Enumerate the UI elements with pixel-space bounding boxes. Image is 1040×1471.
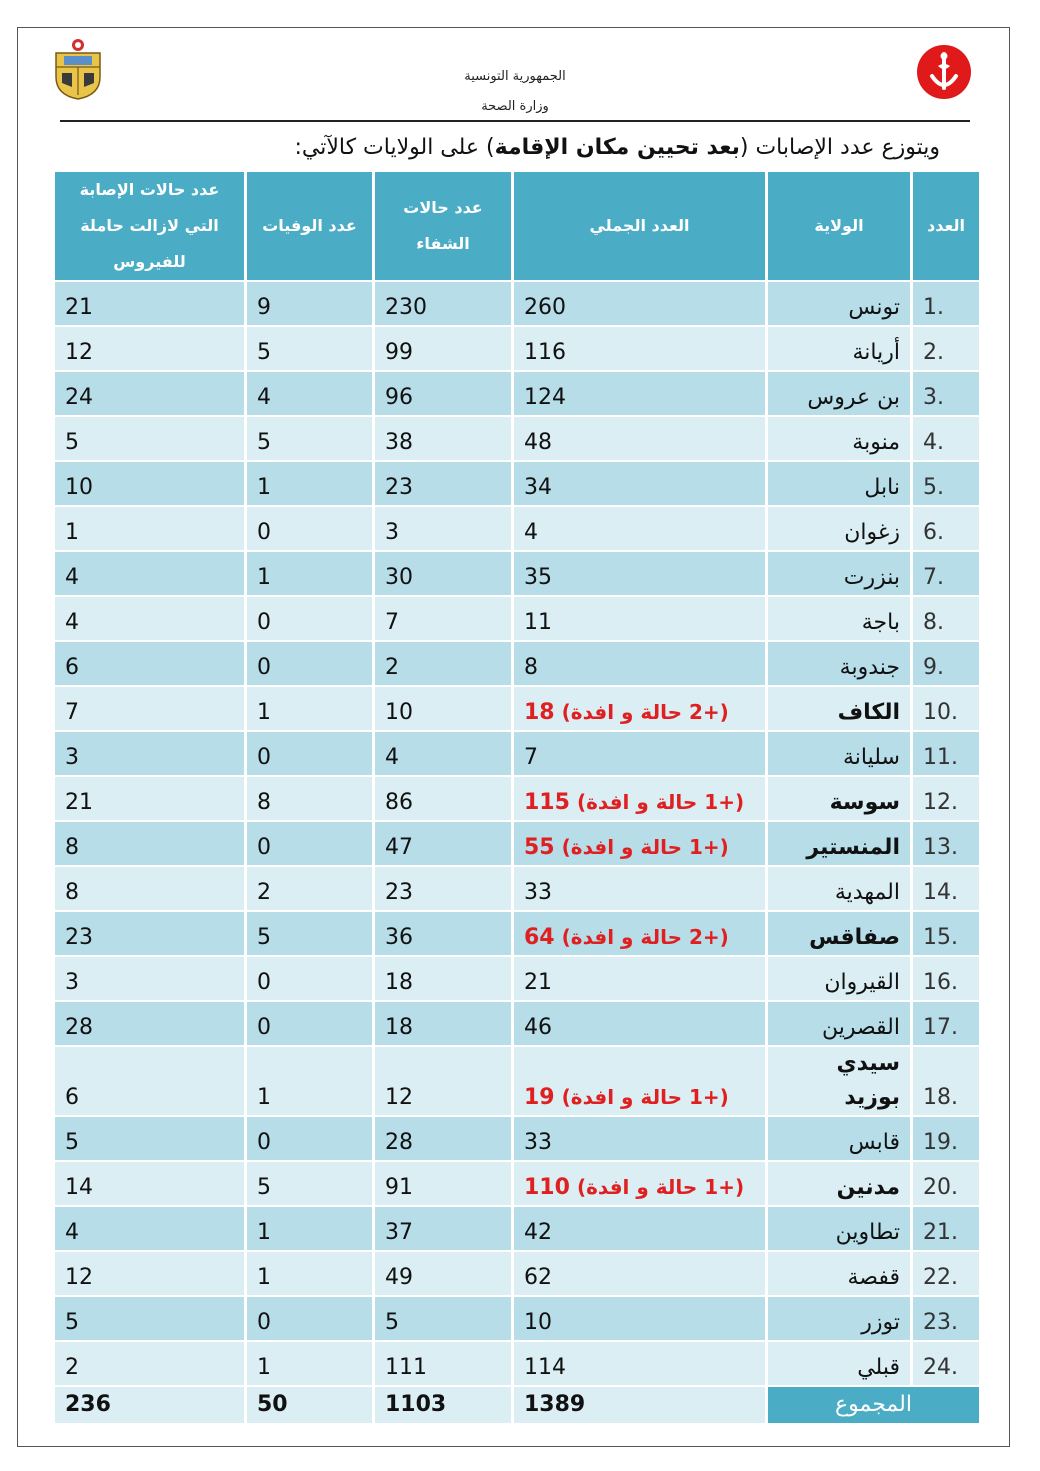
row-deaths: 1: [247, 552, 372, 597]
row-active: 3: [55, 732, 244, 777]
header-index: العدد: [913, 172, 979, 282]
table-row: [55, 1207, 979, 1252]
row-index: 20.: [913, 1162, 979, 1207]
row-active: 14: [55, 1162, 244, 1207]
row-total-value: 260: [524, 295, 566, 320]
row-active: 3: [55, 957, 244, 1002]
table-row: [55, 822, 979, 867]
row-recovered: 12: [375, 1047, 511, 1117]
row-recovered: 38: [375, 417, 511, 462]
row-deaths: 1: [247, 687, 372, 732]
coat-of-arms-icon: [50, 37, 106, 101]
row-active: 4: [55, 1207, 244, 1252]
row-active: 12: [55, 1252, 244, 1297]
sum-deaths: 50: [247, 1387, 372, 1425]
ministry-title: وزارة الصحة: [481, 99, 549, 114]
row-governorate: الكاف: [768, 687, 910, 732]
row-total: [514, 327, 765, 372]
table-row: [55, 687, 979, 732]
row-governorate: المنستير: [768, 822, 910, 867]
row-active: 24: [55, 372, 244, 417]
row-total-value: 48: [524, 430, 552, 455]
row-total: [514, 1162, 765, 1207]
table-row: [55, 732, 979, 777]
row-deaths: 0: [247, 822, 372, 867]
table-row: [55, 777, 979, 822]
row-total: [514, 1117, 765, 1162]
row-governorate: منوبة: [768, 417, 910, 462]
row-index: 17.: [913, 1002, 979, 1047]
row-governorate: سليانة: [768, 732, 910, 777]
row-total-value: 11: [524, 610, 552, 635]
row-index: 7.: [913, 552, 979, 597]
row-governorate: قفصة: [768, 1252, 910, 1297]
row-total-value: 34: [524, 475, 552, 500]
row-governorate: قابس: [768, 1117, 910, 1162]
table-row: [55, 507, 979, 552]
row-total: [514, 867, 765, 912]
row-deaths: 0: [247, 1117, 372, 1162]
row-governorate: قبلي: [768, 1342, 910, 1387]
row-total: [514, 957, 765, 1002]
row-deaths: 4: [247, 372, 372, 417]
page-header: [400, 62, 630, 122]
row-deaths: 1: [247, 1342, 372, 1387]
row-deaths: 1: [247, 462, 372, 507]
table-row: [55, 1297, 979, 1342]
row-total: [514, 777, 765, 822]
row-total: [514, 417, 765, 462]
row-total: [514, 597, 765, 642]
row-index: 10.: [913, 687, 979, 732]
row-active: 5: [55, 1297, 244, 1342]
row-recovered: 2: [375, 642, 511, 687]
row-index: 14.: [913, 867, 979, 912]
table-row: [55, 1047, 979, 1117]
table-row: [55, 1342, 979, 1387]
row-governorate: تطاوين: [768, 1207, 910, 1252]
row-deaths: 0: [247, 732, 372, 777]
row-index: 24.: [913, 1342, 979, 1387]
row-recovered: 4: [375, 732, 511, 777]
table-row: [55, 1002, 979, 1047]
row-total-value: 62: [524, 1265, 552, 1290]
row-total-value: 33: [524, 1130, 552, 1155]
header-total: العدد الجملي: [514, 172, 765, 282]
row-active: 7: [55, 687, 244, 732]
row-active: 21: [55, 282, 244, 327]
row-active: 21: [55, 777, 244, 822]
header-active: عدد حالات الإصابة التي لازالت حاملة للفيروس: [55, 172, 244, 282]
row-active: 10: [55, 462, 244, 507]
row-imported-note: (+1 حالة و افدة): [561, 1085, 729, 1109]
row-governorate: القيروان: [768, 957, 910, 1002]
row-active: 2: [55, 1342, 244, 1387]
row-total: [514, 732, 765, 777]
row-recovered: 28: [375, 1117, 511, 1162]
table-row: [55, 957, 979, 1002]
header-governorate: الولاية: [768, 172, 910, 282]
row-index: 4.: [913, 417, 979, 462]
row-imported-note: (+2 حالة و افدة): [561, 925, 729, 949]
table-header-row: [55, 172, 979, 282]
row-recovered: 23: [375, 867, 511, 912]
row-index: 19.: [913, 1117, 979, 1162]
row-total-value: 116: [524, 340, 566, 365]
row-deaths: 0: [247, 957, 372, 1002]
intro-after: ) على الولايات كالآتي:: [294, 135, 495, 160]
row-recovered: 37: [375, 1207, 511, 1252]
row-active: 28: [55, 1002, 244, 1047]
row-active: 8: [55, 822, 244, 867]
row-total: [514, 552, 765, 597]
row-total: [514, 507, 765, 552]
row-deaths: 0: [247, 1002, 372, 1047]
row-total: [514, 462, 765, 507]
header-divider: [60, 120, 970, 122]
row-total-value: 55: [524, 835, 555, 860]
row-deaths: 0: [247, 642, 372, 687]
ministry-logo-icon: [916, 44, 972, 100]
row-recovered: 230: [375, 282, 511, 327]
row-governorate: بن عروس: [768, 372, 910, 417]
row-recovered: 23: [375, 462, 511, 507]
row-total-value: 10: [524, 1310, 552, 1335]
row-active: 12: [55, 327, 244, 372]
row-total-value: 115: [524, 790, 570, 815]
sum-row: [55, 1387, 979, 1425]
row-index: 6.: [913, 507, 979, 552]
row-governorate: سيدي بوزيد: [768, 1047, 910, 1117]
row-total-value: 4: [524, 520, 538, 545]
row-recovered: 49: [375, 1252, 511, 1297]
row-total-value: 33: [524, 880, 552, 905]
row-recovered: 7: [375, 597, 511, 642]
row-recovered: 91: [375, 1162, 511, 1207]
row-total: [514, 1047, 765, 1117]
row-index: 22.: [913, 1252, 979, 1297]
row-index: 13.: [913, 822, 979, 867]
row-total: [514, 282, 765, 327]
row-index: 23.: [913, 1297, 979, 1342]
row-deaths: 8: [247, 777, 372, 822]
row-active: 6: [55, 642, 244, 687]
row-deaths: 1: [247, 1252, 372, 1297]
row-imported-note: (+1 حالة و افدة): [561, 835, 729, 859]
row-recovered: 5: [375, 1297, 511, 1342]
row-total: [514, 1002, 765, 1047]
row-index: 21.: [913, 1207, 979, 1252]
cases-by-governorate-table: [52, 172, 982, 1425]
row-deaths: 1: [247, 1207, 372, 1252]
row-index: 16.: [913, 957, 979, 1002]
table-row: [55, 282, 979, 327]
row-recovered: 86: [375, 777, 511, 822]
sum-recovered: 1103: [375, 1387, 511, 1425]
sum-active: 236: [55, 1387, 244, 1425]
row-recovered: 18: [375, 1002, 511, 1047]
row-active: 5: [55, 417, 244, 462]
row-total-value: 124: [524, 385, 566, 410]
sum-total: 1389: [514, 1387, 765, 1425]
row-governorate: سوسة: [768, 777, 910, 822]
table-row: [55, 1117, 979, 1162]
row-active: 23: [55, 912, 244, 957]
row-index: 15.: [913, 912, 979, 957]
row-governorate: صفاقس: [768, 912, 910, 957]
table-row: [55, 1252, 979, 1297]
row-total: [514, 642, 765, 687]
row-governorate: تونس: [768, 282, 910, 327]
table-row: [55, 912, 979, 957]
row-recovered: 96: [375, 372, 511, 417]
row-governorate: باجة: [768, 597, 910, 642]
row-index: 2.: [913, 327, 979, 372]
row-deaths: 2: [247, 867, 372, 912]
row-index: 11.: [913, 732, 979, 777]
row-governorate: نابل: [768, 462, 910, 507]
row-deaths: 9: [247, 282, 372, 327]
row-governorate: أريانة: [768, 327, 910, 372]
sum-label: المجموع: [768, 1387, 979, 1425]
intro-bold: بعد تحيين مكان الإقامة: [494, 135, 740, 160]
table-row: [55, 462, 979, 507]
row-index: 8.: [913, 597, 979, 642]
row-deaths: 0: [247, 597, 372, 642]
row-index: 12.: [913, 777, 979, 822]
table-row: [55, 597, 979, 642]
row-index: 18.: [913, 1047, 979, 1117]
row-total: [514, 1297, 765, 1342]
row-index: 1.: [913, 282, 979, 327]
row-index: 9.: [913, 642, 979, 687]
row-governorate: جندوبة: [768, 642, 910, 687]
row-governorate: مدنين: [768, 1162, 910, 1207]
row-total-value: 21: [524, 970, 552, 995]
row-recovered: 36: [375, 912, 511, 957]
row-total-value: 8: [524, 655, 538, 680]
row-governorate: بنزرت: [768, 552, 910, 597]
header-recovered: عدد حالات الشفاء: [375, 172, 511, 282]
table-row: [55, 552, 979, 597]
row-imported-note: (+2 حالة و افدة): [561, 700, 729, 724]
row-total-value: 110: [524, 1175, 570, 1200]
row-imported-note: (+1 حالة و افدة): [576, 790, 745, 814]
row-index: 3.: [913, 372, 979, 417]
row-active: 4: [55, 552, 244, 597]
row-total-value: 18: [524, 700, 555, 725]
row-recovered: 99: [375, 327, 511, 372]
row-total: [514, 912, 765, 957]
row-deaths: 0: [247, 1297, 372, 1342]
row-active: 5: [55, 1117, 244, 1162]
row-total: [514, 687, 765, 732]
row-recovered: 47: [375, 822, 511, 867]
row-total-value: 64: [524, 925, 555, 950]
row-total: [514, 372, 765, 417]
row-governorate: القصرين: [768, 1002, 910, 1047]
row-total-value: 42: [524, 1220, 552, 1245]
row-deaths: 0: [247, 507, 372, 552]
row-governorate: زغوان: [768, 507, 910, 552]
intro-sentence: [60, 128, 940, 168]
row-total-value: 114: [524, 1355, 566, 1380]
row-total: [514, 1342, 765, 1387]
row-recovered: 18: [375, 957, 511, 1002]
row-index: 5.: [913, 462, 979, 507]
row-imported-note: (+1 حالة و افدة): [576, 1175, 745, 1199]
row-active: 6: [55, 1047, 244, 1117]
table-row: [55, 327, 979, 372]
row-governorate: توزر: [768, 1297, 910, 1342]
row-active: 8: [55, 867, 244, 912]
row-total-value: 35: [524, 565, 552, 590]
row-deaths: 5: [247, 912, 372, 957]
row-recovered: 111: [375, 1342, 511, 1387]
row-deaths: 1: [247, 1047, 372, 1117]
row-total-value: 7: [524, 745, 538, 770]
row-total: [514, 1207, 765, 1252]
table-row: [55, 417, 979, 462]
row-recovered: 30: [375, 552, 511, 597]
table-row: [55, 372, 979, 417]
row-deaths: 5: [247, 327, 372, 372]
row-deaths: 5: [247, 417, 372, 462]
row-recovered: 10: [375, 687, 511, 732]
row-active: 4: [55, 597, 244, 642]
row-recovered: 3: [375, 507, 511, 552]
row-governorate: المهدية: [768, 867, 910, 912]
table-row: [55, 867, 979, 912]
row-total: [514, 1252, 765, 1297]
intro-before: ويتوزع عدد الإصابات (: [739, 135, 940, 160]
row-total-value: 19: [524, 1085, 555, 1110]
row-total: [514, 822, 765, 867]
row-active: 1: [55, 507, 244, 552]
header-deaths: عدد الوفيات: [247, 172, 372, 282]
table-row: [55, 642, 979, 687]
row-total-value: 46: [524, 1015, 552, 1040]
republic-title: الجمهورية التونسية: [464, 69, 566, 84]
row-deaths: 5: [247, 1162, 372, 1207]
table-row: [55, 1162, 979, 1207]
